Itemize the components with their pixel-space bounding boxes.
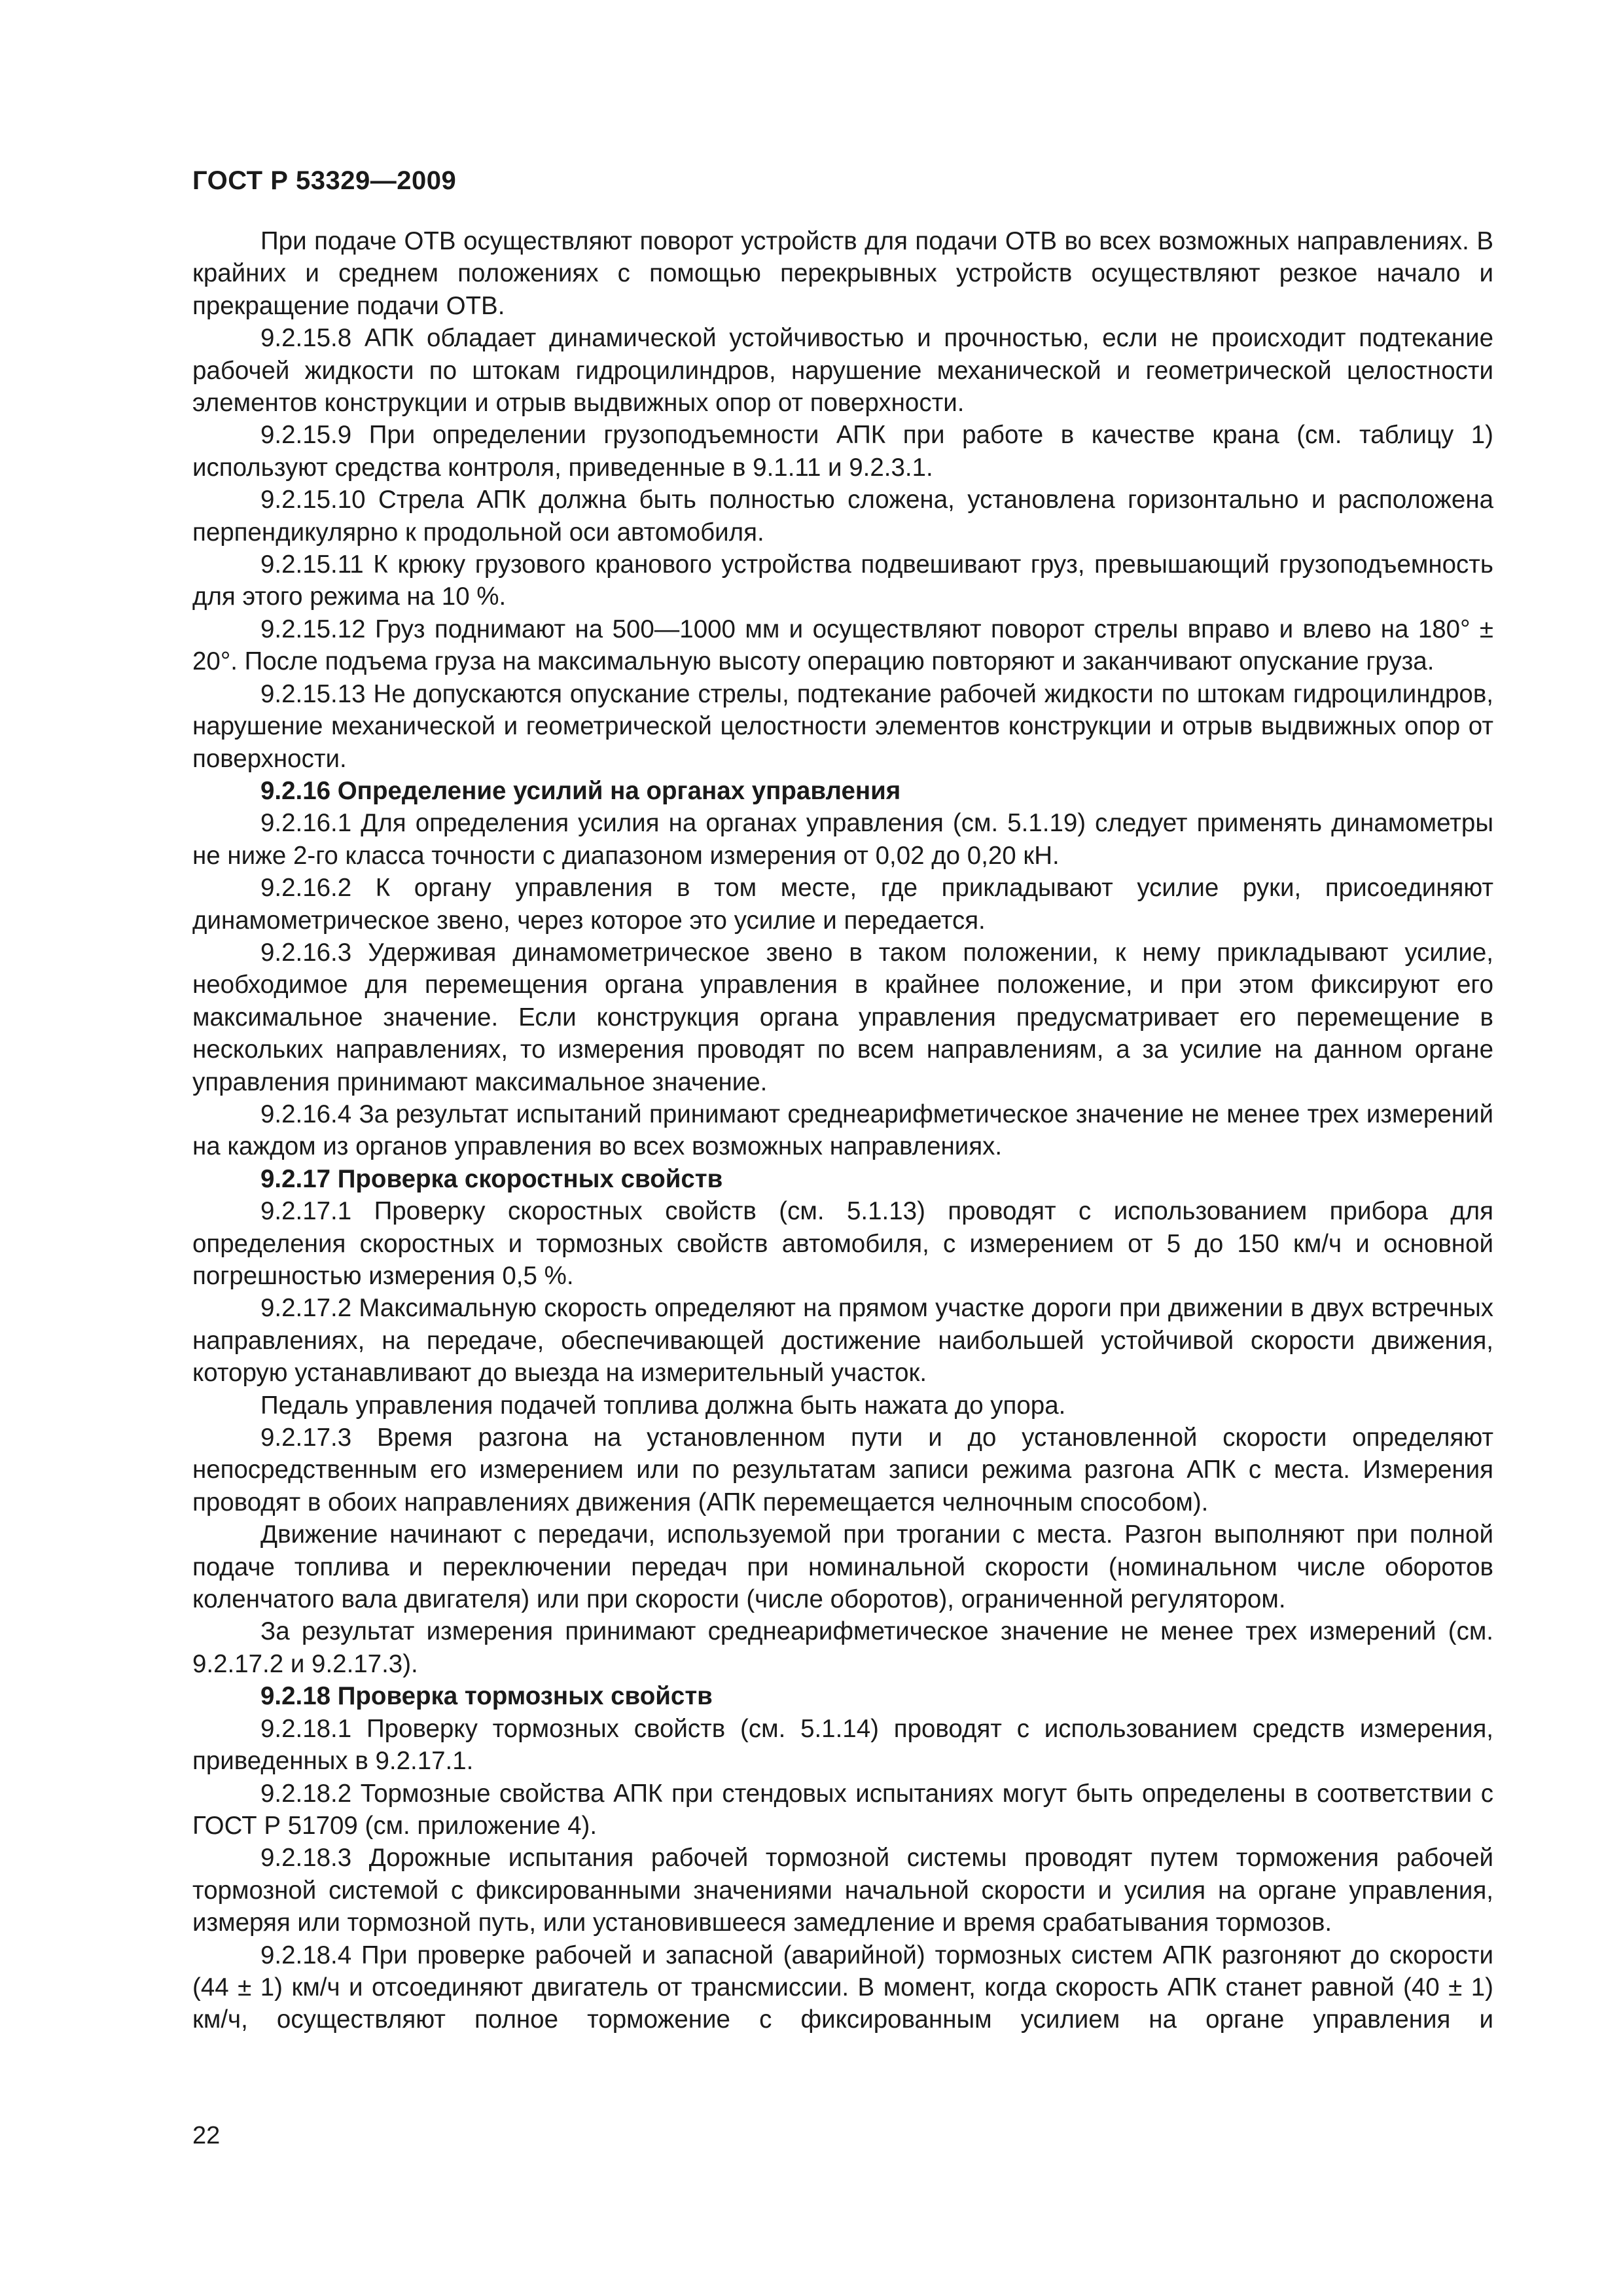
paragraph: Педаль управления подачей топлива должна быть нажата до упора. — [260, 1391, 1066, 1420]
section-heading: 9.2.18 Проверка тормозных свойств — [260, 1682, 713, 1711]
document-body — [192, 225, 1493, 2036]
paragraph: 9.2.18.4 При проверке рабочей и запасной (аварийной) тормозных систем АПК разгоняют до скорости (44 ± 1) км/ч и отсоединяют двигатель от трансмиссии. В момент, когда скорость АПК станет равной (40 ± 1) км/ч, осуществляют полное торможение с фиксированным усилием на органе управления и — [192, 1941, 1493, 2034]
paragraph: 9.2.15.11 К крюку грузового кранового устройства подвешивают груз, превышающий грузоподъемность для этого режима на 10 %. — [192, 550, 1493, 611]
paragraph: 9.2.18.1 Проверку тормозных свойств (см. 5.1.14) проводят с использованием средств измерения, приведенных в 9.2.17.1. — [192, 1714, 1493, 1776]
paragraph: 9.2.16.2 К органу управления в том месте, где прикладывают усилие руки, присоединяют динамометрическое звено, через которое это усилие и передается. — [192, 874, 1493, 935]
paragraph: Движение начинают с передачи, используемой при трогании с места. Разгон выполняют при полной подаче топлива и переключении передач при номинальной скорости (номинальном числе оборотов коленчатого вала двигателя) или при скорости (числе оборотов), ограниченной регулятором. — [192, 1520, 1493, 1614]
page-number: 22 — [192, 2122, 221, 2149]
paragraph: 9.2.16.4 За результат испытаний принимают среднеарифметическое значение не менее трех измерений на каждом из органов управления во всех возможных направлениях. — [192, 1100, 1493, 1161]
paragraph: 9.2.15.12 Груз поднимают на 500—1000 мм и осуществляют поворот стрелы вправо и влево на 180° ± 20°. После подъема груза на максимальную высоту операцию повторяют и заканчивают опускание груза. — [192, 615, 1493, 676]
section-heading: 9.2.16 Определение усилий на органах управления — [260, 776, 901, 805]
paragraph: 9.2.18.2 Тормозные свойства АПК при стендовых испытаниях могут быть определены в соответствии с ГОСТ Р 51709 (см. приложение 4). — [192, 1779, 1493, 1840]
paragraph: 9.2.17.2 Максимальную скорость определяют на прямом участке дороги при движении в двух встречных направлениях, на передаче, обеспечивающей достижение наибольшей устойчивой скорости движения, которую устанавливают до выезда на измерительный участок. — [192, 1294, 1493, 1388]
paragraph: 9.2.18.3 Дорожные испытания рабочей тормозной системы проводят путем торможения рабочей тормозной системой с фиксированными значениями начальной скорости и усилия на органе управления, измеряя или тормозной путь, или установившееся замедление и время срабатывания тормозов. — [192, 1844, 1493, 1937]
paragraph: 9.2.15.13 Не допускаются опускание стрелы, подтекание рабочей жидкости по штокам гидроцилиндров, нарушение механической и геометрической целостности элементов конструкции и отрыв выдвижных опор от поверхности. — [192, 679, 1493, 773]
paragraph: 9.2.16.1 Для определения усилия на органах управления (см. 5.1.19) следует применять динамометры не ниже 2-го класса точности с диапазоном измерения от 0,02 до 0,20 кН. — [192, 809, 1493, 870]
paragraph: При подаче ОТВ осуществляют поворот устройств для подачи ОТВ во всех возможных направлениях. В крайних и среднем положениях с помощью перекрывных устройств осуществляют резкое начало и прекращение подачи ОТВ. — [192, 227, 1493, 320]
paragraph: 9.2.15.9 При определении грузоподъемности АПК при работе в качестве крана (см. таблицу 1) используют средства контроля, приведенные в 9.1.11 и 9.2.3.1. — [192, 421, 1493, 482]
paragraph: 9.2.15.8 АПК обладает динамической устойчивостью и прочностью, если не происходит подтекание рабочей жидкости по штокам гидроцилиндров, нарушение механической и геометрической целостности элементов конструкции и отрыв выдвижных опор от поверхности. — [192, 324, 1493, 418]
standard-header: ГОСТ Р 53329—2009 — [192, 166, 457, 195]
paragraph: 9.2.16.3 Удерживая динамометрическое звено в таком положении, к нему прикладывают усилие, необходимое для перемещения органа управления в крайнее положение, и при этом фиксируют его максимальное значение. Если конструкция органа управления предусматривает его перемещение в нескольких направлениях, то измерения проводят по всем направлениям, а за усилие на данном органе управления принимают максимальное значение. — [192, 938, 1493, 1096]
paragraph: 9.2.17.3 Время разгона на установленном пути и до установленной скорости определяют непосредственным его измерением или по результатам записи режима разгона АПК с места. Измерения проводят в обоих направлениях движения (АПК перемещается челночным способом). — [192, 1424, 1493, 1516]
paragraph: 9.2.15.10 Стрела АПК должна быть полностью сложена, установлена горизонтально и расположена перпендикулярно к продольной оси автомобиля. — [192, 486, 1493, 547]
paragraph: 9.2.17.1 Проверку скоростных свойств (см. 5.1.13) проводят с использованием прибора для определения скоростных и тормозных свойств автомобиля, с измерением от 5 до 150 км/ч и основной погрешностью измерения 0,5 %. — [192, 1197, 1493, 1290]
paragraph: За результат измерения принимают среднеарифметическое значение не менее трех измерений (см. 9.2.17.2 и 9.2.17.3). — [192, 1617, 1493, 1678]
section-heading: 9.2.17 Проверка скоростных свойств — [260, 1164, 723, 1193]
